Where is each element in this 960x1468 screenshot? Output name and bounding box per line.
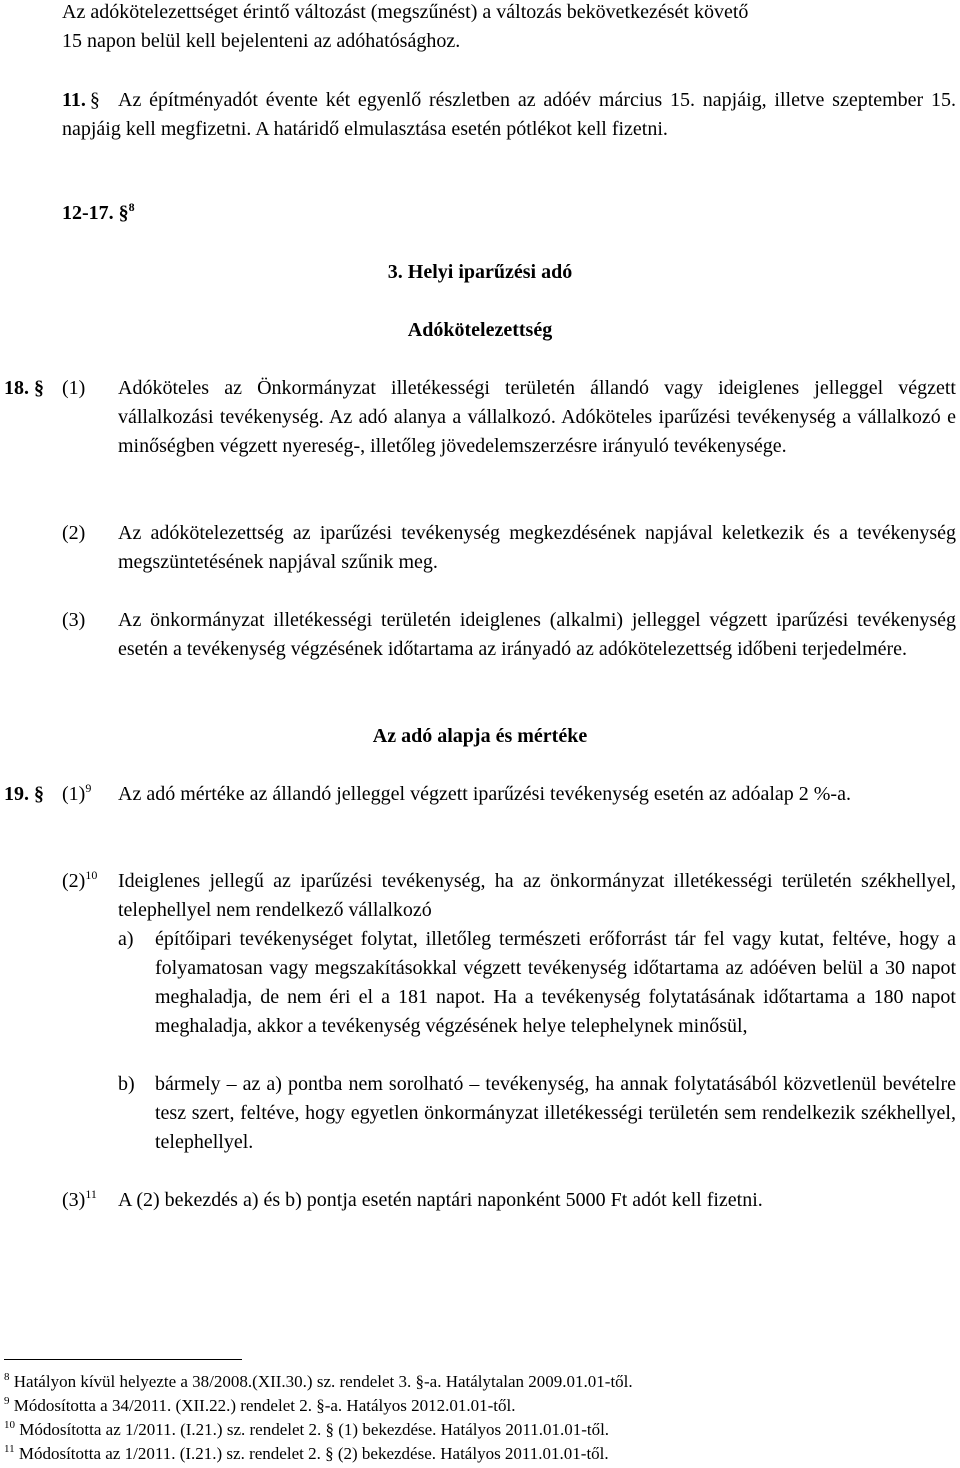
section-19-p1-label-text: (1) bbox=[62, 783, 86, 805]
footnote-9 bbox=[4, 1395, 515, 1417]
section-19-item-b-label: b) bbox=[118, 1073, 135, 1095]
footnote-8-text: Hatályon kívül helyezte a 38/2008.(XII.30.) sz. rendelet 3. §-a. Hatálytalan 2009.01.01-től. bbox=[13, 1372, 633, 1391]
section-19-p2-text: Ideiglenes jellegű az iparűzési tevékenység, ha az önkormányzat illetékességi területén székhellyel, telephellyel nem rendelkező vállalkozó bbox=[118, 870, 956, 921]
section-11-sign: § bbox=[89, 89, 100, 111]
intro-line-2: 15 napon belül kell bejelenteni az adóhatósághoz. bbox=[62, 30, 461, 52]
section-18-p3-label: (3) bbox=[62, 609, 86, 631]
footnote-10-num: 10 bbox=[4, 1419, 15, 1431]
footnote-9-num: 9 bbox=[4, 1395, 10, 1407]
section-19-item-b-text: bármely – az a) pontba nem sorolható – tevékenység, ha annak folytatásából közvetlenül bevételre tesz szert, feltéve, hogy egyetlen önkormányzat illetékességi területén sem rendelkezik székhellyel, telephellyel. bbox=[155, 1073, 956, 1153]
footnote-11-text: Módosította az 1/2011. (I.21.) sz. rendelet 2. § (2) bekezdése. Hatályos 2011.01.01-től. bbox=[18, 1444, 609, 1463]
footnote-11-num: 11 bbox=[4, 1443, 15, 1455]
section-19-p1-label bbox=[62, 780, 91, 809]
footnote-9-text: Módosította a 34/2011. (XII.22.) rendelet 2. §-a. Hatályos 2012.01.01-től. bbox=[13, 1396, 516, 1415]
section-11-text: Az építményadót évente két egyenlő részletben az adóév március 15. napjáig, illetve szeptember 15. napjáig kell megfizetni. A határidő elmulasztása esetén pótlékot kell fizetni. bbox=[62, 89, 956, 140]
section-19-item-a-label: a) bbox=[118, 928, 134, 950]
section-19-p2-label bbox=[62, 867, 97, 896]
footnote-separator bbox=[4, 1359, 242, 1360]
section-18-p1-label: (1) bbox=[62, 377, 86, 399]
heading-helyi-iparuzesi-ado: 3. Helyi iparűzési adó bbox=[387, 261, 573, 283]
footnote-ref-11: 11 bbox=[85, 1187, 97, 1201]
section-19-p3-label bbox=[62, 1186, 97, 1215]
footnote-11 bbox=[4, 1443, 609, 1465]
section-18-number: 18. § bbox=[4, 377, 44, 399]
section-19-p1-text: Az adó mértéke az állandó jelleggel végzett iparűzési tevékenység esetén az adóalap 2 %-a. bbox=[118, 783, 851, 805]
section-18-p3-text: Az önkormányzat illetékességi területén ideiglenes (alkalmi) jelleggel végzett iparűzési tevékenység esetén a tevékenység végzésének időtartama az irányadó az adókötelezettség időbeni terjedelmére. bbox=[118, 609, 956, 660]
footnote-8-num: 8 bbox=[4, 1371, 10, 1383]
section-12-17-label: 12-17. § bbox=[62, 202, 129, 224]
footnote-10-text: Módosította az 1/2011. (I.21.) sz. rendelet 2. § (1) bekezdése. Hatályos 2011.01.01-től. bbox=[19, 1420, 610, 1439]
heading-ado-alapja: Az adó alapja és mértéke bbox=[372, 725, 588, 747]
footnote-ref-10: 10 bbox=[85, 868, 98, 882]
footnote-ref-9: 9 bbox=[85, 781, 92, 795]
section-11-num: 11. bbox=[62, 89, 86, 111]
footnote-ref-8: 8 bbox=[128, 200, 135, 214]
intro-line-1: Az adókötelezettséget érintő változást (megszűnést) a változás bekövetkezését követő bbox=[62, 1, 749, 23]
section-19-item-a-text: építőipari tevékenységet folytat, illetőleg természeti erőforrást tár fel vagy kutat, feltéve, hogy a folyamatosan vagy megszakításokkal végzett tevékenység időtartama az adóéven belül a 30 napot meghaladja, de nem éri el a 181 napot. Ha a tevékenység folytatásának időtartama a 180 napot meghaladja, akkor a tevékenység végzésének helye telephelynek minősül, bbox=[155, 928, 956, 1037]
section-18-p2-label: (2) bbox=[62, 522, 86, 544]
footnote-10 bbox=[4, 1419, 609, 1441]
section-19-number: 19. § bbox=[4, 783, 44, 805]
section-19-p3-label-text: (3) bbox=[62, 1189, 86, 1211]
section-18-p1-text: Adóköteles az Önkormányzat illetékességi területén állandó vagy ideiglenes jelleggel végzett vállalkozási tevékenység. Az adó alanya a vállalkozó. Adóköteles iparűzési tevékenység a vállalkozó e minőségben végzett nyereség-, illetőleg jövedelemszerzésre irányuló tevékenysége. bbox=[118, 377, 956, 457]
intro-paragraph bbox=[62, 0, 956, 56]
section-18-p2-text: Az adókötelezettség az iparűzési tevékenység megkezdésének napjával keletkezik és a tevékenység megszüntetésének napjával szűnik meg. bbox=[118, 522, 956, 573]
heading-adokotelezettseg: Adókötelezettség bbox=[407, 319, 553, 341]
section-19-p3-text: A (2) bekezdés a) és b) pontja esetén naptári naponként 5000 Ft adót kell fizetni. bbox=[118, 1189, 763, 1211]
section-12-17 bbox=[62, 199, 135, 228]
section-19-p2-label-text: (2) bbox=[62, 870, 86, 892]
footnote-8 bbox=[4, 1371, 633, 1393]
